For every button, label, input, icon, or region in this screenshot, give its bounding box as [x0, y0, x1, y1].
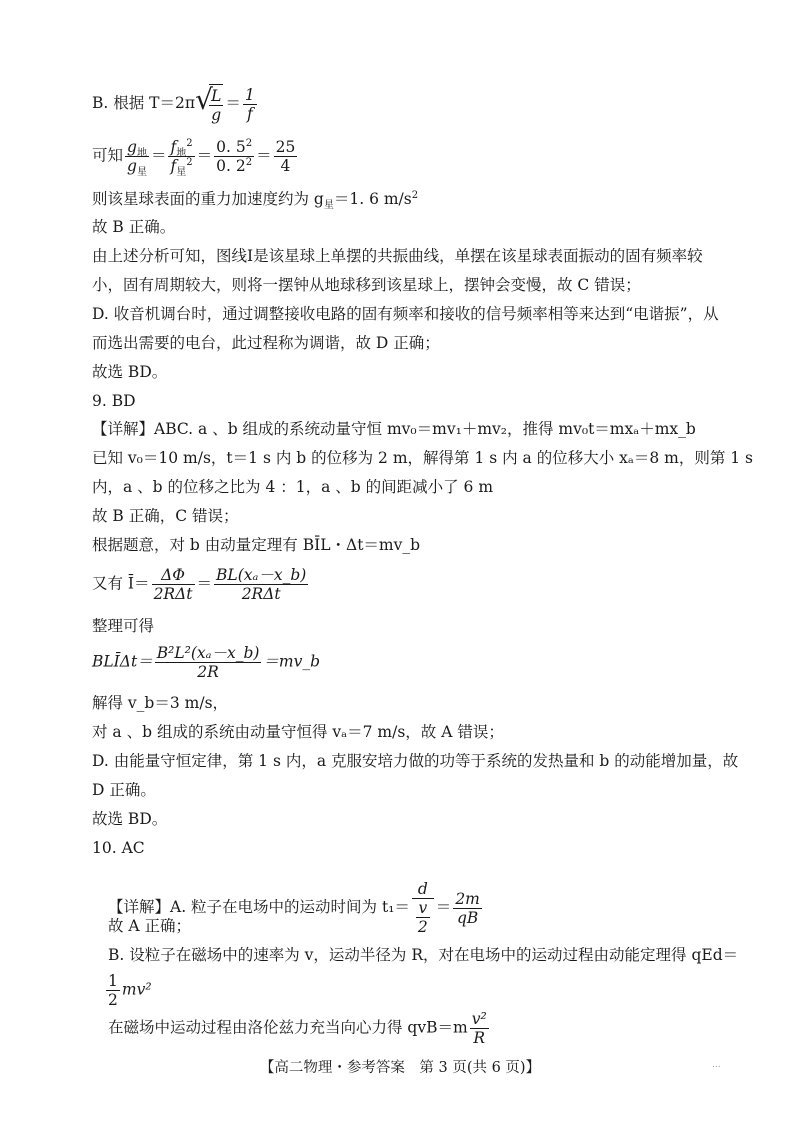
line-13: 内，a 、b 的位移之比为 4 ：1，a 、b 的间距减小了 6 m: [92, 478, 494, 496]
text: B. 根据 T＝2π: [92, 94, 196, 112]
sup: 2: [411, 189, 419, 201]
line-14: 故 B 正确，C 错误；: [92, 507, 239, 525]
line-21: D. 由能量守恒定律，第 1 s 内，a 克服安培力做的功等于系统的发热量和 b 的动能增加量，故: [92, 752, 739, 770]
corner-mark: ...: [712, 1060, 721, 1070]
sqrt: [195, 84, 225, 124]
num: d: [412, 880, 434, 899]
eq: ＝: [225, 94, 241, 112]
n: 25: [275, 138, 296, 156]
den: f: [246, 104, 253, 123]
den: g: [211, 106, 222, 124]
line-22: D 正确。: [92, 781, 156, 799]
eq: ＝: [196, 574, 213, 593]
line-03: [92, 187, 418, 211]
den: 2: [417, 918, 428, 936]
n: 0. 5: [216, 138, 246, 156]
f: f: [170, 157, 177, 175]
den: 2RΔt: [153, 585, 193, 603]
line-20: 对 a 、b 组成的系统由动量守恒得 vₐ＝7 m/s，故 A 错误；: [92, 723, 504, 741]
question-number: 9. BD: [92, 392, 136, 410]
line-05: 由上述分析可知，图线Ⅰ是该星球上单摆的共振曲线，单摆在该星球表面振动的固有频率较: [92, 247, 703, 265]
line-26: 故 A 正确；: [108, 917, 192, 935]
line-07: D. 收音机调台时，通过调整接收电路的固有频率和接收的信号频率相等来达到“电谐振”，从: [92, 305, 719, 323]
line-17: 整理可得: [92, 617, 155, 635]
sup: 2: [186, 156, 193, 168]
text: 【详解】A. 粒子在电场中的运动时间为 t₁＝: [108, 898, 410, 916]
num: v²: [471, 1010, 487, 1028]
line-04: 故 B 正确。: [92, 218, 176, 236]
line-06: 小，固有周期较大，则将一摆钟从地球移到该星球上，摆钟会变慢，故 C 错误；: [92, 276, 641, 294]
num: v: [416, 899, 430, 918]
line-11: 【详解】ABC. a 、b 组成的系统动量守恒 mv₀＝mv₁＋mv₂，推得 mv₀t＝mxₐ＋mx_b: [92, 420, 696, 438]
den: 2RΔt: [241, 585, 281, 603]
g: g: [127, 138, 137, 156]
line-01: [92, 84, 259, 124]
text: 在磁场中运动过程由洛伦兹力充当向心力得 qvB＝m: [108, 1018, 468, 1037]
line-12: 已知 v₀＝10 m/s，t＝1 s 内 b 的位移为 2 m，解得第 1 s 内 a 的位移大小 xₐ＝8 m，则第 1 s: [92, 449, 754, 467]
num: BL(xₐ－x_b): [216, 566, 307, 584]
f: f: [170, 138, 177, 156]
text: 又有 Ī＝: [92, 574, 150, 593]
den: 2: [108, 991, 118, 1009]
line-29: [108, 1010, 491, 1047]
den: qB: [456, 908, 479, 927]
sup: 2: [186, 137, 193, 149]
d: 0. 2: [216, 157, 246, 175]
den: R: [473, 1029, 486, 1047]
sub: 地: [176, 148, 187, 160]
line-02: 可知 $\frac{g_地}{g_星}$ ＝ $\frac{f_地^2}{f_星^2}$ ＝ $\frac{0. 5^2}{0. 2^2}$ ＝ $\frac{25}{4}$: [92, 137, 296, 179]
text: ＝mv_b: [263, 652, 321, 671]
sub: 星: [136, 167, 147, 179]
text: mv²: [121, 980, 152, 999]
num: B²L²(xₐ－x_b): [156, 644, 260, 662]
num: ΔΦ: [152, 566, 195, 585]
num: 1: [108, 972, 118, 990]
d: 4: [280, 157, 291, 175]
line-28: [104, 972, 152, 1009]
page-footer: 【高二物理・参考答案 第 3 页(共 6 页)】: [259, 1060, 541, 1076]
g: g: [127, 157, 137, 175]
sub: 星: [323, 200, 334, 212]
line-16: [92, 566, 310, 603]
line-19: 解得 v_b＝3 m/s，: [92, 694, 229, 712]
text: 则该星球表面的重力加速度约为 g: [92, 190, 324, 208]
num: 1: [244, 85, 255, 104]
num: 2m: [455, 889, 480, 908]
text: 可知: [92, 146, 124, 165]
den: 2R: [197, 663, 219, 681]
line-08: 而选出需要的电台，此过程称为调谐，故 D 正确；: [92, 334, 440, 352]
line-09: 故选 BD。: [92, 363, 168, 381]
line-15: 根据题意，对 b 由动量定理有 BĪL・Δt＝mv_b: [92, 536, 421, 554]
line-27: B. 设粒子在磁场中的速率为 v，运动半径为 R，对在电场中的运动过程由动能定理得 qEd＝: [108, 946, 739, 964]
sub: 地: [136, 148, 147, 160]
sub: 星: [176, 167, 187, 179]
sup: 2: [245, 137, 253, 149]
sup: 2: [245, 156, 253, 168]
num: √ L: [211, 87, 222, 105]
question-number: 10. AC: [92, 839, 145, 857]
eq: ＝: [435, 898, 452, 916]
line-23: 故选 BD。: [92, 810, 168, 828]
text: BLĪΔt＝: [92, 652, 153, 671]
line-18: [92, 644, 320, 681]
text: ＝1. 6 m/s: [333, 190, 412, 208]
